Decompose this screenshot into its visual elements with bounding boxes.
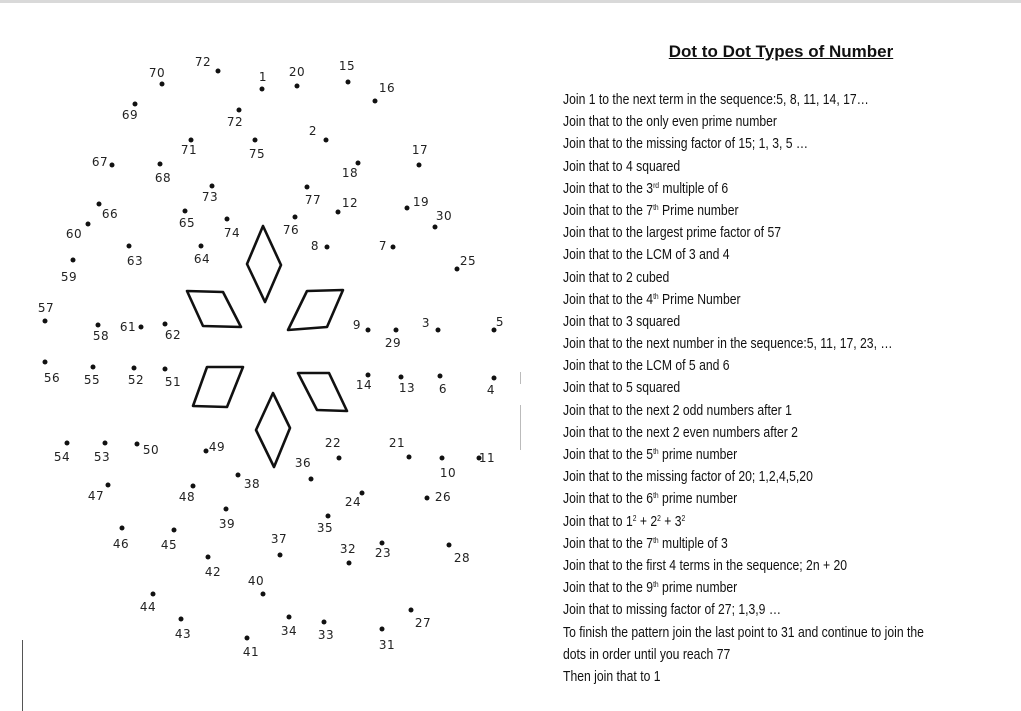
- dot-number-label: 77: [304, 193, 322, 207]
- puzzle-dot: [336, 210, 341, 215]
- dot-number-label: 21: [388, 436, 406, 450]
- dot-number-label: 23: [374, 546, 392, 560]
- dot-number-label: 2: [308, 124, 318, 138]
- instruction-line: [563, 333, 983, 355]
- puzzle-dot: [278, 553, 283, 558]
- puzzle-dot: [346, 80, 351, 85]
- dot-number-label: 75: [248, 147, 266, 161]
- dot-number-label: 63: [126, 254, 144, 268]
- page-title: Dot to Dot Types of Number: [668, 42, 894, 61]
- puzzle-dot: [436, 328, 441, 333]
- dot-number-label: 65: [178, 216, 196, 230]
- puzzle-dot: [106, 483, 111, 488]
- instruction-text: Join that to the largest prime factor of 57: [563, 225, 782, 242]
- puzzle-dot: [245, 636, 250, 641]
- instruction-text: Join that to the missing factor of 20; 1,2,4,5,20: [563, 469, 813, 486]
- instructions-list: [563, 89, 983, 688]
- puzzle-dot: [179, 617, 184, 622]
- dot-number-label: 12: [341, 196, 359, 210]
- instruction-line: [563, 555, 983, 577]
- instruction-text: Join that to the missing factor of 15; 1, 3, 5 …: [563, 136, 809, 153]
- puzzle-dot: [225, 217, 230, 222]
- puzzle-dot: [324, 138, 329, 143]
- dot-number-label: 4: [486, 383, 496, 397]
- dot-number-label: 17: [411, 143, 429, 157]
- dot-number-label: 58: [92, 329, 110, 343]
- puzzle-dot: [455, 267, 460, 272]
- dot-number-label: 24: [344, 495, 362, 509]
- puzzle-dot: [110, 163, 115, 168]
- instruction-text: dots in order until you reach 77: [563, 646, 731, 663]
- dot-number-label: 76: [282, 223, 300, 237]
- dot-number-label: 31: [378, 638, 396, 652]
- superscript: th: [653, 535, 659, 545]
- superscript: th: [653, 580, 659, 590]
- instruction-text: Join that to the LCM of 3 and 4: [563, 247, 730, 264]
- puzzle-dot: [325, 245, 330, 250]
- dot-number-label: 61: [119, 320, 137, 334]
- puzzle-dot: [86, 222, 91, 227]
- dot-number-label: 19: [412, 195, 430, 209]
- dot-number-label: 55: [83, 373, 101, 387]
- puzzle-dot: [43, 319, 48, 324]
- puzzle-dot: [260, 87, 265, 92]
- puzzle-dot: [224, 507, 229, 512]
- instruction-text: Prime number: [658, 202, 739, 219]
- puzzle-dot: [261, 592, 266, 597]
- puzzle-dot: [206, 555, 211, 560]
- puzzle-dot: [309, 477, 314, 482]
- dot-number-label: 22: [324, 436, 342, 450]
- superscript: th: [653, 447, 659, 456]
- dot-number-label: 34: [280, 624, 298, 638]
- instruction-text: Join that to the next 2 even numbers after 2: [563, 424, 798, 441]
- instruction-text: Then join that to 1: [563, 668, 661, 685]
- puzzle-dot: [172, 528, 177, 533]
- instruction-text: Join that to the LCM of 5 and 6: [563, 358, 730, 375]
- puzzle-dot: [409, 608, 414, 613]
- instruction-line: [563, 133, 983, 155]
- instruction-text: Join that to the next number in the sequence:5, 11, 17, 23, …: [563, 336, 893, 353]
- dot-number-label: 47: [87, 489, 105, 503]
- puzzle-dot: [417, 163, 422, 168]
- puzzle-dot: [216, 69, 221, 74]
- puzzle-dot: [438, 374, 443, 379]
- dot-number-label: 29: [384, 336, 402, 350]
- dot-number-label: 5: [495, 315, 505, 329]
- instruction-line: [563, 156, 983, 178]
- instruction-text: + 2: [636, 513, 658, 530]
- puzzle-dot: [380, 541, 385, 546]
- dot-number-label: 60: [65, 227, 83, 241]
- instruction-text: Prime Number: [658, 291, 741, 308]
- dot-number-label: 74: [223, 226, 241, 240]
- superscript: th: [653, 202, 659, 212]
- dot-number-label: 57: [37, 301, 55, 315]
- parallelogram-upper-right: [288, 290, 343, 330]
- dot-number-label: 62: [164, 328, 182, 342]
- dot-number-label: 14: [355, 378, 373, 392]
- instruction-text: Join that to the 9: [563, 580, 654, 597]
- puzzle-dot: [326, 514, 331, 519]
- instruction-text: Join that to the 7: [563, 202, 654, 219]
- puzzle-dot: [163, 367, 168, 372]
- dot-number-label: 45: [160, 538, 178, 552]
- instruction-line: [563, 400, 983, 422]
- instruction-line: [563, 311, 983, 333]
- superscript: 2: [681, 513, 686, 523]
- instruction-line: [563, 622, 983, 644]
- puzzle-dot: [96, 323, 101, 328]
- instruction-text: Join that to 1: [563, 513, 633, 530]
- dot-number-label: 33: [317, 628, 335, 642]
- superscript: th: [653, 291, 659, 301]
- instruction-line: [563, 200, 983, 222]
- parallelogram-upper-left: [187, 291, 241, 327]
- dot-number-label: 28: [453, 551, 471, 565]
- puzzle-dot: [440, 456, 445, 461]
- instruction-line: [563, 488, 983, 510]
- instruction-line: [563, 444, 983, 466]
- puzzle-dot: [163, 322, 168, 327]
- puzzle-dot: [405, 206, 410, 211]
- puzzle-dot: [120, 526, 125, 531]
- puzzle-dot: [135, 442, 140, 447]
- superscript: 2: [632, 513, 637, 523]
- dot-number-label: 9: [352, 318, 362, 332]
- instruction-line: [563, 89, 983, 111]
- instruction-line: [563, 222, 983, 244]
- puzzle-dot: [189, 138, 194, 143]
- instruction-line: [563, 422, 983, 444]
- puzzle-dot: [407, 455, 412, 460]
- dot-number-label: 18: [341, 166, 359, 180]
- puzzle-dot: [127, 244, 132, 249]
- dot-number-label: 35: [316, 521, 334, 535]
- instruction-line: [563, 644, 983, 666]
- dot-number-label: 37: [270, 532, 288, 546]
- instruction-line: [563, 267, 983, 289]
- dot-number-label: 68: [154, 171, 172, 185]
- dot-number-label: 41: [242, 645, 260, 659]
- puzzle-dot: [97, 202, 102, 207]
- instruction-text: Join that to the 6: [563, 491, 654, 508]
- dot-number-label: 49: [208, 440, 226, 454]
- dot-number-label: 30: [435, 209, 453, 223]
- puzzle-dot: [373, 99, 378, 104]
- puzzle-dot: [65, 441, 70, 446]
- instruction-text: Join that to 3 squared: [563, 313, 681, 330]
- dot-number-label: 73: [201, 190, 219, 204]
- dot-number-label: 43: [174, 627, 192, 641]
- instruction-line: [563, 289, 983, 311]
- puzzle-dot: [210, 184, 215, 189]
- dot-number-label: 32: [339, 542, 357, 556]
- instruction-text: Join that to the 4: [563, 291, 654, 308]
- puzzle-dot: [160, 82, 165, 87]
- puzzle-dot: [322, 620, 327, 625]
- puzzle-dot: [425, 496, 430, 501]
- dot-number-label: 50: [142, 443, 160, 457]
- dot-number-label: 66: [101, 207, 119, 221]
- instruction-text: Join that to missing factor of 27; 1,3,9 …: [563, 602, 782, 619]
- dot-number-label: 44: [139, 600, 157, 614]
- puzzle-dot: [447, 543, 452, 548]
- puzzle-dot: [158, 162, 163, 167]
- dot-number-label: 11: [478, 451, 496, 465]
- instruction-text: prime number: [658, 491, 738, 508]
- dot-number-label: 67: [91, 155, 109, 169]
- superscript: th: [653, 491, 659, 501]
- puzzle-dot: [337, 456, 342, 461]
- dot-number-label: 38: [243, 477, 261, 491]
- puzzle-dot: [91, 365, 96, 370]
- dot-number-label: 10: [439, 466, 457, 480]
- dot-number-label: 72: [194, 55, 212, 69]
- instruction-text: multiple of 6: [659, 180, 729, 197]
- instruction-text: Join that to the 5: [563, 447, 654, 463]
- puzzle-dot: [139, 325, 144, 330]
- dot-number-label: 36: [294, 456, 312, 470]
- dot-number-label: 15: [338, 59, 356, 73]
- dot-number-label: 25: [459, 254, 477, 268]
- instruction-text: Join that to the only even prime number: [563, 114, 777, 131]
- puzzle-dot: [293, 215, 298, 220]
- puzzle-dot: [253, 138, 258, 143]
- dot-number-label: 40: [247, 574, 265, 588]
- puzzle-dot: [305, 185, 310, 190]
- dot-number-label: 1: [258, 70, 268, 84]
- puzzle-dot: [380, 627, 385, 632]
- dot-number-label: 48: [178, 490, 196, 504]
- superscript: 2: [657, 513, 661, 523]
- dot-number-label: 26: [434, 490, 452, 504]
- dot-number-label: 64: [193, 252, 211, 266]
- instruction-line: [563, 377, 983, 399]
- parallelogram-lower-right: [298, 373, 347, 411]
- instruction-line: [563, 355, 983, 377]
- instruction-line: [563, 111, 983, 133]
- dot-number-label: 53: [93, 450, 111, 464]
- dot-number-label: 8: [310, 239, 320, 253]
- puzzle-dot: [356, 161, 361, 166]
- dot-number-label: 42: [204, 565, 222, 579]
- puzzle-dot: [183, 209, 188, 214]
- puzzle-dot: [191, 484, 196, 489]
- puzzle-dot: [366, 328, 371, 333]
- instruction-text: + 3: [660, 513, 682, 530]
- dot-number-label: 52: [127, 373, 145, 387]
- dot-number-label: 51: [164, 375, 182, 389]
- puzzle-dot: [295, 84, 300, 89]
- dot-number-label: 20: [288, 65, 306, 79]
- instruction-line: [563, 599, 983, 621]
- instruction-line: [563, 178, 983, 200]
- dot-number-label: 56: [43, 371, 61, 385]
- instruction-text: Join that to the first 4 terms in the sequence; 2n + 20: [563, 557, 848, 574]
- dot-number-label: 70: [148, 66, 166, 80]
- instruction-line: [563, 666, 983, 688]
- instruction-text: Join that to the 7: [563, 535, 654, 552]
- instruction-line: [563, 466, 983, 488]
- puzzle-dot: [132, 366, 137, 371]
- dot-number-label: 16: [378, 81, 396, 95]
- dot-number-label: 71: [180, 143, 198, 157]
- instruction-line: [563, 533, 983, 555]
- puzzle-dot: [391, 245, 396, 250]
- instruction-text: Join that to the next 2 odd numbers after 1: [563, 402, 792, 419]
- instruction-line: [563, 244, 983, 266]
- puzzle-dot: [199, 244, 204, 249]
- puzzle-dot: [103, 441, 108, 446]
- dot-number-label: 3: [421, 316, 431, 330]
- instruction-text: Join that to 2 cubed: [563, 269, 670, 286]
- dot-number-label: 7: [378, 239, 388, 253]
- diamond-bottom: [256, 393, 290, 467]
- puzzle-dot: [366, 373, 371, 378]
- dot-number-label: 6: [438, 382, 448, 396]
- instruction-text: Join that to 4 squared: [563, 158, 681, 175]
- dot-number-label: 46: [112, 537, 130, 551]
- diamond-top: [247, 226, 281, 302]
- instruction-line: [563, 511, 983, 533]
- puzzle-dot: [204, 449, 209, 454]
- instruction-text: Join 1 to the next term in the sequence:5, 8, 11, 14, 17…: [563, 92, 869, 108]
- puzzle-dot: [133, 102, 138, 107]
- instruction-text: Join that to 5 squared: [563, 380, 681, 397]
- dot-number-label: 39: [218, 517, 236, 531]
- dot-number-label: 69: [121, 108, 139, 122]
- puzzle-dot: [237, 108, 242, 113]
- puzzle-dot: [433, 225, 438, 230]
- puzzle-dot: [394, 328, 399, 333]
- dot-number-label: 72: [226, 115, 244, 129]
- instruction-text: multiple of 3: [658, 535, 728, 552]
- puzzle-dot: [399, 375, 404, 380]
- puzzle-dot: [287, 615, 292, 620]
- instruction-text: prime number: [658, 580, 738, 597]
- instruction-text: Join that to the 3: [563, 180, 654, 197]
- puzzle-dot: [43, 360, 48, 365]
- dot-number-label: 27: [414, 616, 432, 630]
- puzzle-dot: [236, 473, 241, 478]
- instruction-line: [563, 577, 983, 599]
- puzzle-dot: [151, 592, 156, 597]
- instruction-text: prime number: [658, 447, 738, 463]
- puzzle-dot: [492, 376, 497, 381]
- dot-number-label: 59: [60, 270, 78, 284]
- instruction-text: To finish the pattern join the last point to 31 and continue to join the: [563, 624, 924, 641]
- parallelogram-lower-left: [193, 367, 243, 407]
- puzzle-dot: [347, 561, 352, 566]
- dot-number-label: 13: [398, 381, 416, 395]
- dot-number-label: 54: [53, 450, 71, 464]
- puzzle-dot: [71, 258, 76, 263]
- superscript: rd: [653, 180, 660, 190]
